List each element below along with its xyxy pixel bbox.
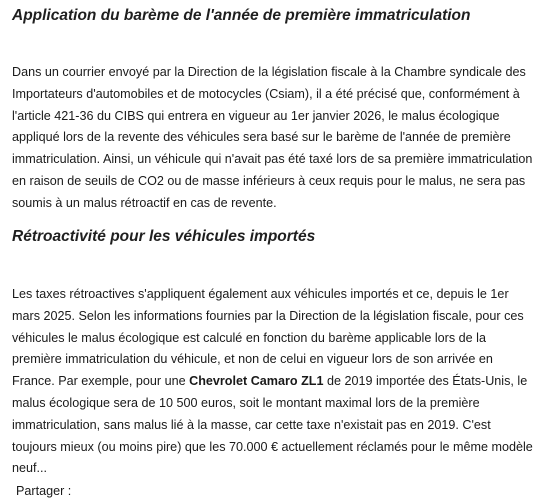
section-heading-imported-vehicles: Rétroactivité pour les véhicules importés bbox=[12, 228, 316, 245]
paragraph-text-start: Les taxes rétroactives s'appliquent également aux véhicules importés et ce, depuis le 1er mars 2025. Selon les informations fournies par la Direction de la législation fiscale, pour ces véhicules le malus écologique est calculé en fonction du barème applicable lors de la première immatriculation du véhicule, et non de celui en vigueur lors de son arrivée en France. Par exemple, pour une bbox=[12, 287, 524, 389]
section-heading-first-registration: Application du barème de l'année de première immatriculation bbox=[12, 7, 471, 24]
paragraph-text-end: de 2019 importée des États-Unis, le malus écologique sera de 10 500 euros, soit le montant maximal lors de la première immatriculation, sans malus lié à la masse, car cette taxe n'existait pas en 2019. C'est toujours mieux (ou moins pire) que les 70.000 € actuellement réclamés pour le même modèle neuf... bbox=[12, 374, 533, 476]
share-label: Partager : bbox=[16, 484, 72, 498]
vehicle-model-name: Chevrolet Camaro ZL1 bbox=[189, 374, 324, 389]
paragraph-imported-vehicles bbox=[12, 284, 537, 480]
paragraph-first-registration: Dans un courrier envoyé par la Direction de la législation fiscale à la Chambre syndicale des Importateurs d'automobiles et de motocycles (Csiam), il a été précisé que, conformément à l'article 421-36 du CIBS qui entrera en vigueur au 1er janvier 2026, le malus écologique appliqué lors de la revente des véhicules sera basé sur le barème de l'année de première immatriculation. Ainsi, un véhicule qui n'avait pas été taxé lors de sa première immatriculation en raison de seuils de CO2 ou de masse inférieurs à ceux requis pour le malus, ne sera pas soumis à un malus rétroactif en cas de revente. bbox=[12, 65, 533, 210]
